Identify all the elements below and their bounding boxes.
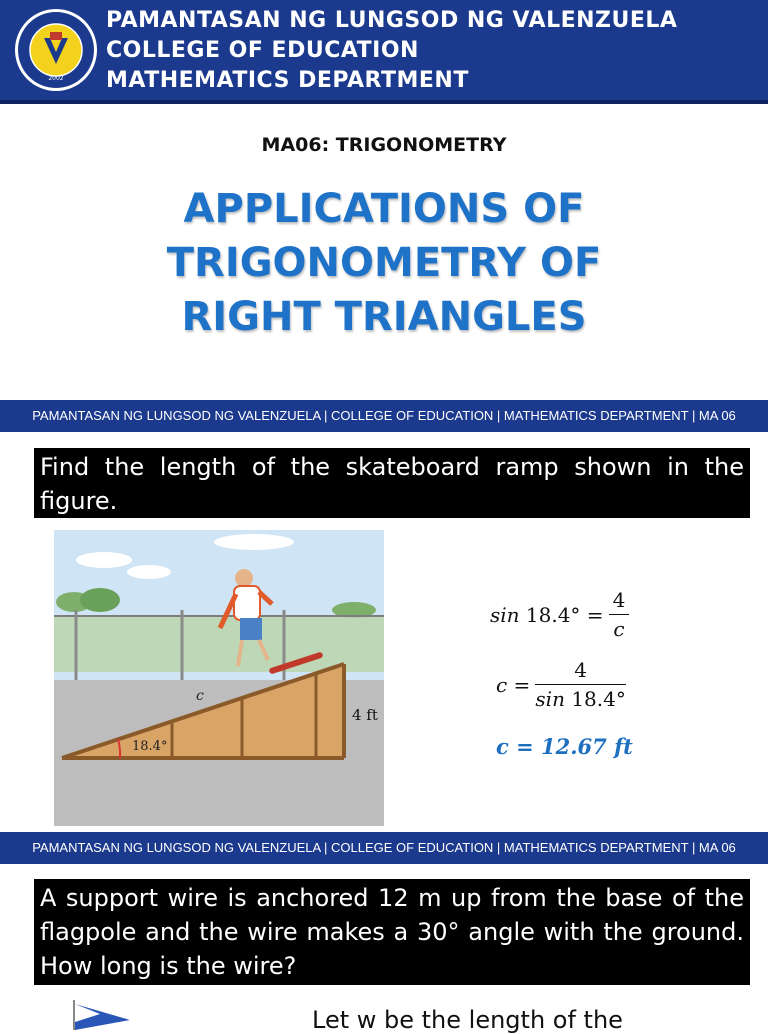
footer-band: PAMANTASAN NG LUNGSOD NG VALENZUELA | COLLEGE OF EDUCATION | MATHEMATICS DEPARTMENT | MA 06: [0, 400, 768, 432]
title-line: TRIGONOMETRY OF: [166, 240, 602, 286]
university-seal-icon: [14, 8, 98, 92]
skateboard-ramp-figure: [54, 530, 384, 826]
header-university-name: PAMANTASAN NG LUNGSOD NG VALENZUELA: [106, 8, 678, 33]
hypotenuse-label: c: [196, 688, 204, 704]
angle-label: 18.4°: [132, 739, 168, 754]
problem2-question: A support wire is anchored 12 m up from the base of the flagpole and the wire makes a 30° angle with the ground. How long is the wire?: [34, 879, 750, 985]
slide-title: [0, 182, 768, 344]
problem2-solution-text: Let w be the length of the: [312, 1006, 623, 1034]
course-code: MA06: TRIGONOMETRY: [261, 134, 507, 156]
title-line: APPLICATIONS OF: [183, 186, 585, 232]
university-header: [0, 0, 768, 104]
equation-solve-c: c = $\frac{4}{\sin 18.4^\circ}$: [496, 658, 626, 711]
height-label: 4 ft: [352, 706, 378, 724]
svg-text:2002: 2002: [48, 75, 64, 82]
header-college-name: COLLEGE OF EDUCATION: [106, 38, 419, 63]
philippine-flag-icon: [70, 1000, 140, 1030]
header-department-name: MATHEMATICS DEPARTMENT: [106, 68, 469, 93]
equation-sine-ratio: sin 18.4° = $\frac{4}{c}$: [490, 586, 629, 643]
footer-band: PAMANTASAN NG LUNGSOD NG VALENZUELA | COLLEGE OF EDUCATION | MATHEMATICS DEPARTMENT | MA 06: [0, 832, 768, 864]
problem1-question: Find the length of the skateboard ramp shown in the figure.: [34, 448, 750, 518]
title-line: RIGHT TRIANGLES: [181, 294, 587, 340]
answer-c: c = 12.67 ft: [496, 734, 633, 759]
